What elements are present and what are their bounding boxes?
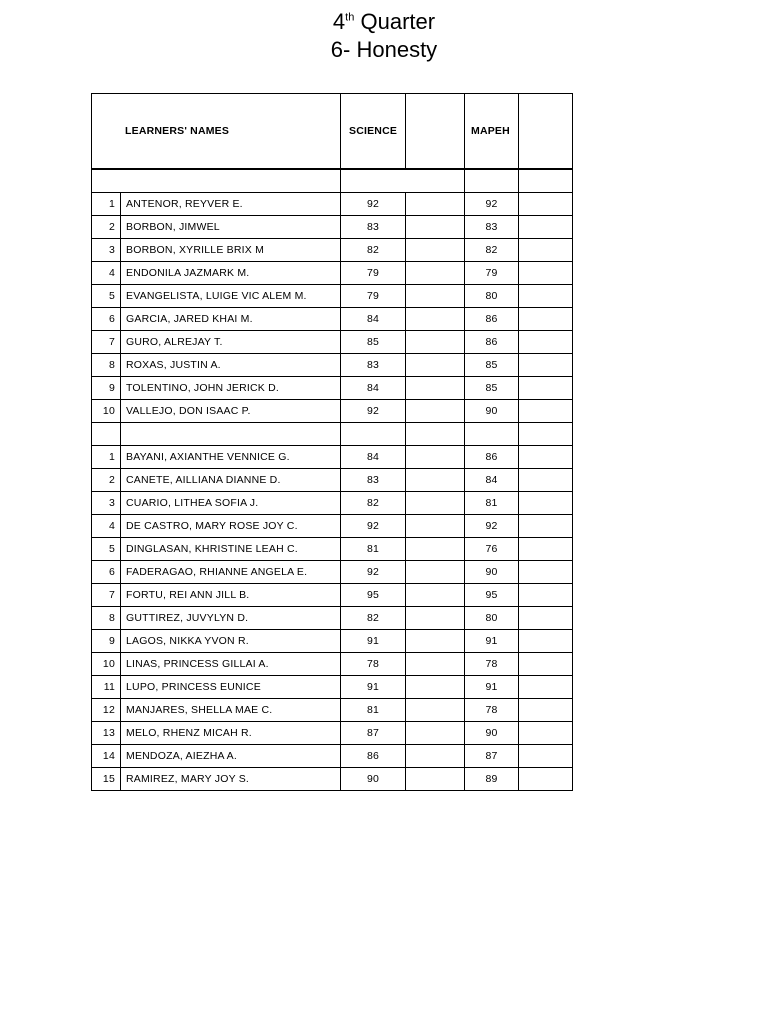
row-number: 15	[92, 768, 121, 791]
science-grade: 83	[341, 469, 406, 492]
quarter-word: Quarter	[360, 9, 436, 34]
learner-name: LAGOS, NIKKA YVON R.	[121, 630, 341, 653]
table-row	[92, 377, 573, 400]
row-number: 7	[92, 331, 121, 354]
learner-name: EVANGELISTA, LUIGE VIC ALEM M.	[121, 285, 341, 308]
mapeh-grade: 86	[465, 446, 519, 469]
row-number: 8	[92, 354, 121, 377]
blank-cell	[406, 446, 465, 469]
learner-name: LINAS, PRINCESS GILLAI A.	[121, 653, 341, 676]
blank-cell	[406, 653, 465, 676]
blank-cell	[406, 331, 465, 354]
blank-header-2	[519, 94, 573, 170]
table-row	[92, 492, 573, 515]
mapeh-grade: 76	[465, 538, 519, 561]
mapeh-grade: 83	[465, 216, 519, 239]
blank-cell	[519, 216, 573, 239]
science-grade: 92	[341, 193, 406, 216]
science-header: SCIENCE	[341, 94, 406, 170]
mapeh-grade: 87	[465, 745, 519, 768]
blank-cell	[519, 561, 573, 584]
row-number: 13	[92, 722, 121, 745]
spacer-row	[92, 423, 573, 446]
blank-cell	[406, 193, 465, 216]
row-number: 7	[92, 584, 121, 607]
mapeh-grade: 85	[465, 377, 519, 400]
table-row	[92, 768, 573, 791]
science-grade: 84	[341, 446, 406, 469]
table-row	[92, 745, 573, 768]
blank-cell	[519, 515, 573, 538]
blank-cell	[406, 216, 465, 239]
science-grade: 91	[341, 630, 406, 653]
learners-names-header: LEARNERS' NAMES	[92, 94, 341, 170]
science-grade: 84	[341, 308, 406, 331]
mapeh-grade: 84	[465, 469, 519, 492]
science-grade: 82	[341, 239, 406, 262]
mapeh-grade: 85	[465, 354, 519, 377]
row-number: 11	[92, 676, 121, 699]
header-row	[92, 94, 573, 170]
blank-cell	[406, 676, 465, 699]
mapeh-grade: 90	[465, 722, 519, 745]
blank-cell	[406, 308, 465, 331]
blank-cell	[519, 354, 573, 377]
mapeh-grade: 78	[465, 653, 519, 676]
blank-cell	[406, 722, 465, 745]
blank-cell	[519, 239, 573, 262]
blank-cell	[406, 768, 465, 791]
table-row	[92, 216, 573, 239]
learner-name: CANETE, AILLIANA DIANNE D.	[121, 469, 341, 492]
blank-cell	[519, 262, 573, 285]
science-grade: 92	[341, 515, 406, 538]
blank-cell	[519, 607, 573, 630]
science-grade: 78	[341, 653, 406, 676]
blank-cell	[406, 745, 465, 768]
row-number: 6	[92, 308, 121, 331]
row-number: 2	[92, 469, 121, 492]
table-row	[92, 561, 573, 584]
mapeh-grade: 89	[465, 768, 519, 791]
science-grade: 87	[341, 722, 406, 745]
document-title	[0, 8, 768, 64]
blank-cell	[519, 584, 573, 607]
learner-name: GURO, ALREJAY T.	[121, 331, 341, 354]
learner-name: MENDOZA, AIEZHA A.	[121, 745, 341, 768]
learner-name: FADERAGAO, RHIANNE ANGELA E.	[121, 561, 341, 584]
mapeh-grade: 81	[465, 492, 519, 515]
blank-cell	[406, 285, 465, 308]
mapeh-grade: 86	[465, 331, 519, 354]
table-row	[92, 607, 573, 630]
science-grade: 82	[341, 607, 406, 630]
learner-name: RAMIREZ, MARY JOY S.	[121, 768, 341, 791]
blank-cell	[519, 400, 573, 423]
mapeh-grade: 90	[465, 400, 519, 423]
science-grade: 90	[341, 768, 406, 791]
blank-cell	[519, 492, 573, 515]
learner-name: GARCIA, JARED KHAI M.	[121, 308, 341, 331]
row-number: 6	[92, 561, 121, 584]
blank-cell	[519, 653, 573, 676]
table-row	[92, 538, 573, 561]
quarter-suffix: th	[345, 11, 355, 24]
learner-name: VALLEJO, DON ISAAC P.	[121, 400, 341, 423]
blank-cell	[406, 354, 465, 377]
spacer-row	[92, 169, 573, 193]
science-grade: 79	[341, 285, 406, 308]
row-number: 12	[92, 699, 121, 722]
table-row	[92, 262, 573, 285]
learner-name: GUTTIREZ, JUVYLYN D.	[121, 607, 341, 630]
blank-cell	[519, 377, 573, 400]
science-grade: 92	[341, 561, 406, 584]
mapeh-header: MAPEH	[465, 94, 519, 170]
blank-cell	[519, 285, 573, 308]
blank-cell	[519, 308, 573, 331]
blank-cell	[519, 469, 573, 492]
blank-cell	[406, 400, 465, 423]
learner-name: CUARIO, LITHEA SOFIA J.	[121, 492, 341, 515]
table-row	[92, 699, 573, 722]
quarter-number: 4	[332, 9, 346, 34]
row-number: 9	[92, 377, 121, 400]
science-grade: 95	[341, 584, 406, 607]
section-title: 6- Honesty	[330, 37, 438, 62]
learner-name: BAYANI, AXIANTHE VENNICE G.	[121, 446, 341, 469]
row-number: 5	[92, 285, 121, 308]
mapeh-grade: 92	[465, 193, 519, 216]
mapeh-grade: 80	[465, 607, 519, 630]
mapeh-grade: 92	[465, 515, 519, 538]
table-row	[92, 331, 573, 354]
blank-cell	[406, 584, 465, 607]
blank-cell	[406, 699, 465, 722]
blank-header-1	[406, 94, 465, 170]
row-number: 10	[92, 653, 121, 676]
blank-cell	[406, 515, 465, 538]
learner-name: DE CASTRO, MARY ROSE JOY C.	[121, 515, 341, 538]
blank-cell	[519, 722, 573, 745]
table-row	[92, 584, 573, 607]
mapeh-grade: 79	[465, 262, 519, 285]
learner-name: ANTENOR, REYVER E.	[121, 193, 341, 216]
learner-name: DINGLASAN, KHRISTINE LEAH C.	[121, 538, 341, 561]
science-grade: 82	[341, 492, 406, 515]
blank-cell	[519, 630, 573, 653]
table-row	[92, 515, 573, 538]
table-row	[92, 308, 573, 331]
blank-cell	[406, 538, 465, 561]
science-grade: 86	[341, 745, 406, 768]
table-row	[92, 285, 573, 308]
table-row	[92, 676, 573, 699]
science-grade: 81	[341, 699, 406, 722]
table-row	[92, 653, 573, 676]
mapeh-grade: 91	[465, 630, 519, 653]
row-number: 4	[92, 515, 121, 538]
blank-cell	[519, 676, 573, 699]
row-number: 3	[92, 492, 121, 515]
learner-name: FORTU, REI ANN JILL B.	[121, 584, 341, 607]
table-row	[92, 469, 573, 492]
blank-cell	[406, 239, 465, 262]
table-row	[92, 239, 573, 262]
blank-cell	[519, 745, 573, 768]
learner-name: LUPO, PRINCESS EUNICE	[121, 676, 341, 699]
blank-cell	[406, 492, 465, 515]
mapeh-grade: 78	[465, 699, 519, 722]
row-number: 14	[92, 745, 121, 768]
table-row	[92, 400, 573, 423]
mapeh-grade: 86	[465, 308, 519, 331]
table-row	[92, 354, 573, 377]
learner-name: TOLENTINO, JOHN JERICK D.	[121, 377, 341, 400]
row-number: 4	[92, 262, 121, 285]
blank-cell	[519, 331, 573, 354]
mapeh-grade: 90	[465, 561, 519, 584]
learner-name: MANJARES, SHELLA MAE C.	[121, 699, 341, 722]
science-grade: 79	[341, 262, 406, 285]
science-grade: 92	[341, 400, 406, 423]
learner-name: ROXAS, JUSTIN A.	[121, 354, 341, 377]
science-grade: 83	[341, 354, 406, 377]
row-number: 1	[92, 446, 121, 469]
row-number: 10	[92, 400, 121, 423]
blank-cell	[519, 193, 573, 216]
quarter-title	[0, 8, 768, 36]
blank-cell	[519, 538, 573, 561]
blank-cell	[406, 607, 465, 630]
row-number: 1	[92, 193, 121, 216]
table-row	[92, 722, 573, 745]
blank-cell	[406, 262, 465, 285]
mapeh-grade: 82	[465, 239, 519, 262]
blank-cell	[406, 630, 465, 653]
row-number: 5	[92, 538, 121, 561]
blank-cell	[406, 561, 465, 584]
table-row	[92, 193, 573, 216]
grades-table	[91, 93, 573, 791]
science-grade: 84	[341, 377, 406, 400]
row-number: 8	[92, 607, 121, 630]
row-number: 2	[92, 216, 121, 239]
science-grade: 91	[341, 676, 406, 699]
learner-name: BORBON, XYRILLE BRIX M	[121, 239, 341, 262]
blank-cell	[519, 446, 573, 469]
science-grade: 85	[341, 331, 406, 354]
blank-cell	[406, 469, 465, 492]
row-number: 9	[92, 630, 121, 653]
blank-cell	[406, 377, 465, 400]
learner-name: MELO, RHENZ MICAH R.	[121, 722, 341, 745]
table-body	[92, 169, 573, 791]
science-grade: 83	[341, 216, 406, 239]
learner-name: BORBON, JIMWEL	[121, 216, 341, 239]
table-row	[92, 446, 573, 469]
mapeh-grade: 80	[465, 285, 519, 308]
blank-cell	[519, 699, 573, 722]
table-row	[92, 630, 573, 653]
science-grade: 81	[341, 538, 406, 561]
row-number: 3	[92, 239, 121, 262]
mapeh-grade: 91	[465, 676, 519, 699]
mapeh-grade: 95	[465, 584, 519, 607]
learner-name: ENDONILA JAZMARK M.	[121, 262, 341, 285]
blank-cell	[519, 768, 573, 791]
